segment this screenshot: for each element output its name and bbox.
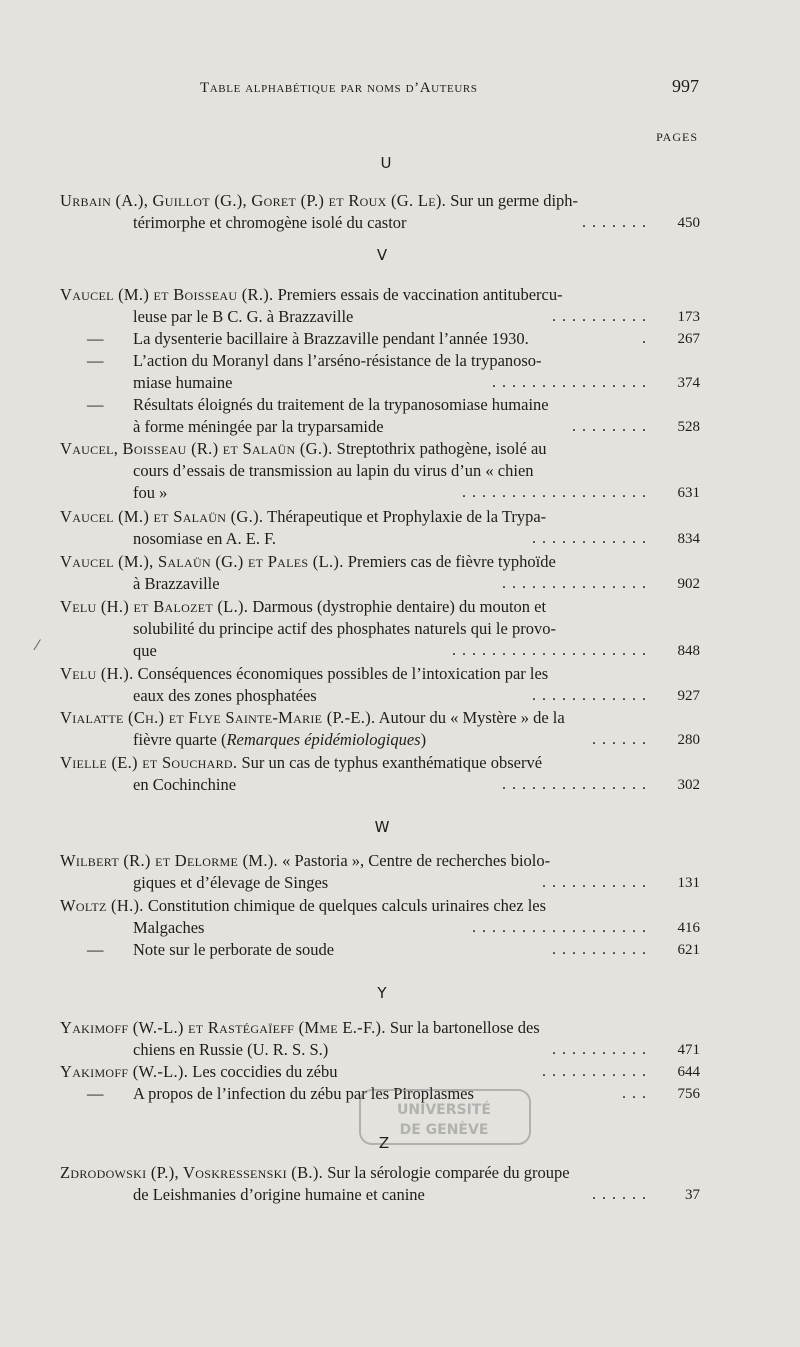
entry-title: à Brazzaville bbox=[133, 574, 220, 593]
entry-authors: Yakimoff (W.-L.). bbox=[60, 1062, 189, 1081]
dot-leader: ............... bbox=[502, 575, 652, 592]
page-reference: 37 bbox=[685, 1187, 700, 1203]
entry-line bbox=[60, 438, 700, 460]
entry-zdrodowski bbox=[60, 1162, 700, 1206]
entry-line bbox=[60, 917, 700, 939]
entry-line bbox=[60, 284, 700, 306]
entry-line bbox=[60, 729, 700, 751]
section-letter-w: W bbox=[374, 818, 390, 836]
running-header bbox=[0, 76, 800, 110]
entry-line bbox=[60, 1061, 700, 1083]
section-letter-v: V bbox=[376, 246, 388, 264]
entry-vaucel-boisseau-salaun bbox=[60, 438, 700, 504]
entry-authors: Vaucel (M.) et Boisseau (R.). bbox=[60, 285, 274, 304]
entry-authors: Velu (H.). bbox=[60, 664, 134, 683]
section-letter-u: U bbox=[380, 154, 392, 172]
entry-line bbox=[60, 506, 700, 528]
header-title: Table alphabétique par noms d’Auteurs bbox=[200, 80, 478, 96]
entry-title: L’action du Moranyl dans l’arséno-résistance de la trypanoso- bbox=[133, 351, 542, 370]
entry-title: giques et d’élevage de Singes bbox=[133, 873, 329, 892]
entry-authors: Vielle (E.) et Souchard. bbox=[60, 753, 238, 772]
entry-line bbox=[60, 939, 700, 961]
entry-woltz bbox=[60, 895, 700, 961]
entry-line bbox=[60, 190, 700, 212]
page-reference: 848 bbox=[677, 643, 700, 659]
entry-velu-balozet bbox=[60, 596, 700, 662]
entry-line bbox=[60, 394, 700, 416]
entry-line bbox=[60, 350, 700, 372]
dot-leader: .......... bbox=[552, 308, 652, 325]
entry-line bbox=[60, 212, 700, 234]
entry-urbain bbox=[60, 190, 700, 234]
entry-authors: Yakimoff (W.-L.) et Rastégaïeff (Mme E.-F.). bbox=[60, 1018, 386, 1037]
stamp-line-1: UNIVERSITÉ bbox=[397, 1102, 491, 1118]
entry-line bbox=[60, 1162, 700, 1184]
pages-column-label: PAGES bbox=[656, 130, 698, 144]
entry-line bbox=[60, 528, 700, 550]
dot-leader: .......... bbox=[552, 941, 652, 958]
entry-line bbox=[60, 460, 700, 482]
page-reference: 173 bbox=[677, 309, 700, 325]
entry-title: Sur la sérologie comparée du groupe bbox=[323, 1163, 570, 1182]
entry-line bbox=[60, 482, 700, 504]
dot-leader: ... bbox=[622, 1085, 652, 1102]
entry-authors: Vialatte (Ch.) et Flye Sainte-Marie (P.-E.). bbox=[60, 708, 376, 727]
entry-title: en Cochinchine bbox=[133, 775, 237, 794]
entry-wilbert bbox=[60, 850, 700, 894]
page-reference: 644 bbox=[677, 1064, 700, 1080]
entry-title: Sur la bartonellose des bbox=[385, 1018, 540, 1037]
entry-authors: Wilbert (R.) et Delorme (M.). bbox=[60, 851, 278, 870]
entry-title-italic: Remarques épidémiologiques bbox=[226, 730, 421, 749]
dot-leader: ....... bbox=[582, 214, 652, 231]
page-reference: 927 bbox=[677, 688, 700, 704]
entry-title: Streptothrix pathogène, isolé au bbox=[332, 439, 547, 458]
dot-leader: ........... bbox=[542, 1063, 652, 1080]
entry-title: que bbox=[133, 641, 157, 660]
entry-title: A propos de l’infection du zébu par les Piroplasmes bbox=[133, 1084, 474, 1103]
entry-title: leuse par le B C. G. à Brazzaville bbox=[133, 307, 354, 326]
entry-title: nosomiase en A. E. F. bbox=[133, 529, 277, 548]
entry-title: Malgaches bbox=[133, 918, 205, 937]
section-letter-z: Z bbox=[378, 1134, 390, 1152]
entry-authors: Vaucel, Boisseau (R.) et Salaün (G.). bbox=[60, 439, 333, 458]
entry-title: Premiers cas de fièvre typhoïde bbox=[343, 552, 556, 571]
page-reference: 902 bbox=[677, 576, 700, 592]
entry-title: de Leishmanies d’origine humaine et canine bbox=[133, 1185, 425, 1204]
entry-title: solubilité du principe actif des phosphates naturels qui le provo- bbox=[133, 619, 556, 638]
entry-line bbox=[60, 573, 700, 595]
entry-line bbox=[60, 618, 700, 640]
page-reference: 756 bbox=[677, 1086, 700, 1102]
entry-line bbox=[60, 850, 700, 872]
dot-leader: ...... bbox=[592, 731, 652, 748]
entry-title: La dysenterie bacillaire à Brazzaville pendant l’année 1930. bbox=[133, 329, 529, 348]
page-reference: 374 bbox=[677, 375, 700, 391]
entry-line bbox=[60, 774, 700, 796]
entry-title: Conséquences économiques possibles de l’intoxication par les bbox=[133, 664, 549, 683]
page-reference: 834 bbox=[677, 531, 700, 547]
dot-leader: .................. bbox=[472, 919, 652, 936]
entry-title: Premiers essais de vaccination antitubercu- bbox=[273, 285, 563, 304]
entry-line bbox=[60, 707, 700, 729]
entry-line bbox=[60, 663, 700, 685]
dot-leader: ................ bbox=[492, 374, 652, 391]
entry-title: Sur un germe diph- bbox=[446, 191, 579, 210]
entry-yakimoff-rastegaieff bbox=[60, 1017, 700, 1061]
page-reference: 450 bbox=[677, 215, 700, 231]
dot-leader: ............ bbox=[532, 687, 652, 704]
library-stamp bbox=[352, 1082, 537, 1152]
entry-authors: Vaucel (M.) et Salaün (G.). bbox=[60, 507, 264, 526]
repeat-dash: — bbox=[87, 329, 104, 348]
page-reference: 528 bbox=[677, 419, 700, 435]
entry-line bbox=[60, 372, 700, 394]
entry-line bbox=[60, 752, 700, 774]
entry-vaucel-boisseau bbox=[60, 284, 700, 438]
entry-vielle bbox=[60, 752, 700, 796]
entry-title: eaux des zones phosphatées bbox=[133, 686, 317, 705]
entry-authors: Woltz (H.). bbox=[60, 896, 144, 915]
entry-line bbox=[60, 685, 700, 707]
section-letter-y: Y bbox=[377, 984, 387, 1002]
entry-title: Autour du « Mystère » de la bbox=[375, 708, 565, 727]
entry-line bbox=[60, 640, 700, 662]
page-reference: 416 bbox=[677, 920, 700, 936]
entry-vaucel-salaun bbox=[60, 506, 700, 550]
entry-line bbox=[60, 872, 700, 894]
entry-line bbox=[60, 895, 700, 917]
entry-line bbox=[60, 416, 700, 438]
dot-leader: ...... bbox=[592, 1186, 652, 1203]
entry-title: Note sur le perborate de soude bbox=[133, 940, 335, 959]
entry-authors: Vaucel (M.), Salaün (G.) et Pales (L.). bbox=[60, 552, 344, 571]
entry-title: fièvre quarte ( bbox=[133, 730, 227, 749]
dot-leader: ............... bbox=[502, 776, 652, 793]
entry-title: Thérapeutique et Prophylaxie de la Trypa- bbox=[263, 507, 547, 526]
margin-mark: ⁄ bbox=[36, 638, 39, 654]
entry-authors: Zdrodowski (P.), Voskressenski (B.). bbox=[60, 1163, 324, 1182]
entry-title: chiens en Russie (U. R. S. S.) bbox=[133, 1040, 329, 1059]
repeat-dash: — bbox=[87, 940, 104, 959]
page-reference: 631 bbox=[677, 485, 700, 501]
entry-velu bbox=[60, 663, 700, 707]
entry-line bbox=[60, 1039, 700, 1061]
page-reference: 302 bbox=[677, 777, 700, 793]
entry-vaucel-salaun-pales bbox=[60, 551, 700, 595]
entry-authors: Velu (H.) et Balozet (L.). bbox=[60, 597, 249, 616]
entry-line bbox=[60, 1017, 700, 1039]
entry-title: Sur un cas de typhus exanthématique observé bbox=[237, 753, 543, 772]
dot-leader: ................... bbox=[462, 484, 652, 501]
entry-vialatte bbox=[60, 707, 700, 751]
header-page-number: 997 bbox=[672, 76, 699, 96]
repeat-dash: — bbox=[87, 1084, 104, 1103]
entry-title: Les coccidies du zébu bbox=[188, 1062, 338, 1081]
entry-line bbox=[60, 1184, 700, 1206]
entry-title: cours d’essais de transmission au lapin du virus d’un « chien bbox=[133, 461, 534, 480]
entry-title: miase humaine bbox=[133, 373, 233, 392]
page-reference: 267 bbox=[677, 331, 700, 347]
page-reference: 280 bbox=[677, 732, 700, 748]
dot-leader: ........ bbox=[572, 418, 652, 435]
entry-title: térimorphe et chromogène isolé du castor bbox=[133, 213, 407, 232]
entry-authors: Urbain (A.), Guillot (G.), Goret (P.) et Roux (G. Le). bbox=[60, 191, 447, 210]
page-reference: 621 bbox=[677, 942, 700, 958]
entry-title: ) bbox=[420, 730, 427, 749]
entry-title: fou » bbox=[133, 483, 168, 502]
entry-title: Constitution chimique de quelques calculs urinaires chez les bbox=[143, 896, 547, 915]
entry-line bbox=[60, 306, 700, 328]
dot-leader: ........... bbox=[542, 874, 652, 891]
entry-line bbox=[60, 596, 700, 618]
entry-line bbox=[60, 328, 700, 350]
entry-title: Résultats éloignés du traitement de la trypanosomiase humaine bbox=[133, 395, 549, 414]
dot-leader: .......... bbox=[552, 1041, 652, 1058]
stamp-line-2: DE GENÈVE bbox=[399, 1122, 489, 1138]
entry-title: à forme méningée par la tryparsamide bbox=[133, 417, 384, 436]
dot-leader: .................... bbox=[452, 642, 652, 659]
entry-title: Darmous (dystrophie dentaire) du mouton et bbox=[248, 597, 547, 616]
page-reference: 471 bbox=[677, 1042, 700, 1058]
dot-leader: . bbox=[642, 330, 652, 347]
repeat-dash: — bbox=[87, 351, 104, 370]
repeat-dash: — bbox=[87, 395, 104, 414]
entry-title: « Pastoria », Centre de recherches biolo- bbox=[277, 851, 551, 870]
page-reference: 131 bbox=[677, 875, 700, 891]
entry-line bbox=[60, 551, 700, 573]
dot-leader: ............ bbox=[532, 530, 652, 547]
